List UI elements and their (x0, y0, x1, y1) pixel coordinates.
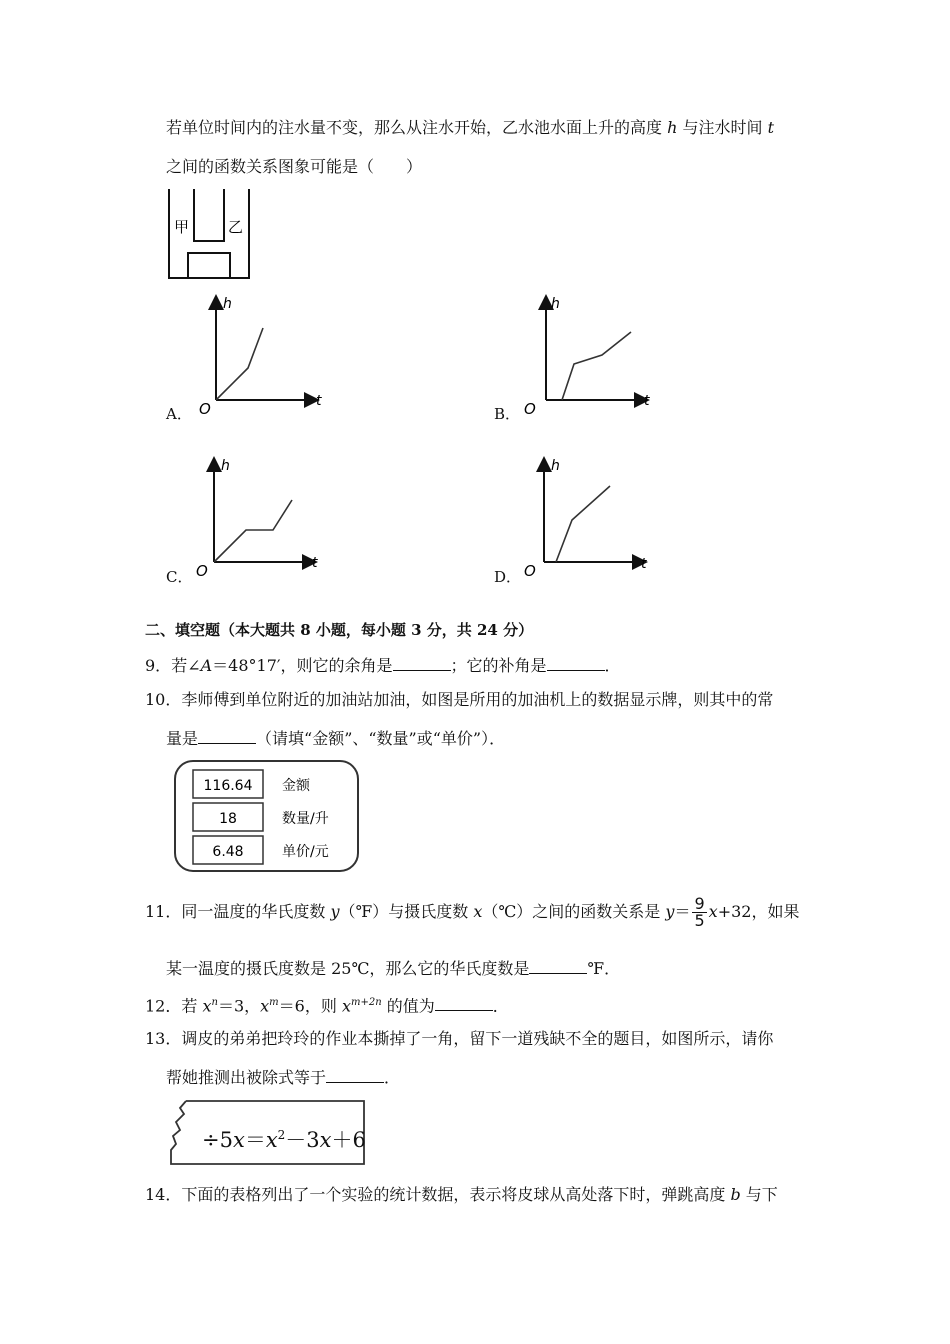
tank-left-label: 甲 (174, 218, 190, 236)
q8-line2: 之间的函数关系图象可能是（ ） (166, 157, 423, 176)
q9: 9．若∠A＝48°17′，则它的余角是 ；它的补角是 ． (145, 656, 621, 675)
svg-text:t: t (312, 555, 318, 571)
answer-blank[interactable] (198, 727, 256, 744)
answer-blank[interactable] (529, 957, 587, 974)
svg-text:O: O (524, 400, 536, 418)
q11-line1: 11．同一温度的华氏度数 y（℉）与摄氏度数 x（℃）之间的函数关系是 y＝ $\frac{9}{5}$ x+32，如果 (145, 894, 800, 930)
option-a-graph (190, 290, 340, 420)
q13-line2: 帮她推测出被除式等于 ． (166, 1068, 401, 1087)
graph-line (214, 500, 292, 562)
option-b-label: B． (494, 405, 521, 423)
option-c-label: C． (166, 568, 193, 586)
tank-figure (160, 185, 260, 283)
fuel-display-board (172, 759, 362, 875)
q13-line1: 13．调皮的弟弟把玲玲的作业本撕掉了一角，留下一道残缺不全的题目，如图所示，请你 (145, 1029, 774, 1048)
answer-blank[interactable] (326, 1066, 384, 1083)
svg-text:t: t (316, 393, 322, 409)
quantity-label: 数量/升 (282, 811, 329, 827)
option-c-graph (190, 452, 340, 582)
option-d-graph (520, 452, 670, 582)
svg-text:t: t (641, 556, 647, 572)
unit-price-value: 6.48 (212, 844, 244, 860)
amount-label: 金额 (282, 778, 310, 794)
svg-text:h: h (551, 458, 560, 474)
option-b-graph (520, 290, 670, 420)
section-heading: 二、填空题（本大题共 8 小题，每小题 3 分，共 24 分） (145, 621, 534, 639)
tank-right-label: 乙 (228, 218, 244, 236)
q11-line2: 某一温度的摄氏度数是 25℃，那么它的华氏度数是 ℉． (166, 959, 621, 978)
answer-blank[interactable] (393, 654, 451, 671)
option-d-label: D． (494, 568, 522, 586)
graph-line (216, 328, 263, 400)
svg-text:t: t (644, 393, 650, 409)
q10-line1: 10．李师傅到单位附近的加油站加油，如图是所用的加油机上的数据显示牌，则其中的常 (145, 690, 774, 709)
graph-line (562, 332, 631, 400)
answer-blank[interactable] (435, 994, 493, 1011)
torn-card-equation: $\div 5x=x^2-3x+6$ (202, 1128, 366, 1152)
q8-line1: 若单位时间内的注水量不变，那么从注水开始，乙水池水面上升的高度 h 与注水时间 t (166, 118, 775, 137)
svg-text:O: O (199, 400, 211, 418)
svg-text:h: h (223, 296, 232, 312)
option-a-label: A． (166, 405, 192, 423)
q12: 12．若 $x^n=3$，$x^m=6$，则 $x^{m+2n}$ 的值为 ． (145, 996, 509, 1016)
q10-line2: 量是 （请填“金额”、“数量”或“单价”）． (166, 729, 506, 748)
quantity-value: 18 (219, 811, 237, 827)
fraction-9-5: $\frac{9}{5}$ (694, 894, 705, 930)
graph-line (556, 486, 610, 562)
unit-price-label: 单价/元 (282, 844, 329, 860)
svg-text:h: h (221, 458, 230, 474)
amount-value: 116.64 (203, 778, 253, 794)
q14-line1: 14．下面的表格列出了一个实验的统计数据，表示将皮球从高处落下时，弹跳高度 b 与下 (145, 1185, 778, 1204)
answer-blank[interactable] (547, 654, 605, 671)
svg-text:O: O (196, 562, 208, 580)
svg-text:h: h (551, 296, 560, 312)
svg-text:O: O (524, 562, 536, 580)
